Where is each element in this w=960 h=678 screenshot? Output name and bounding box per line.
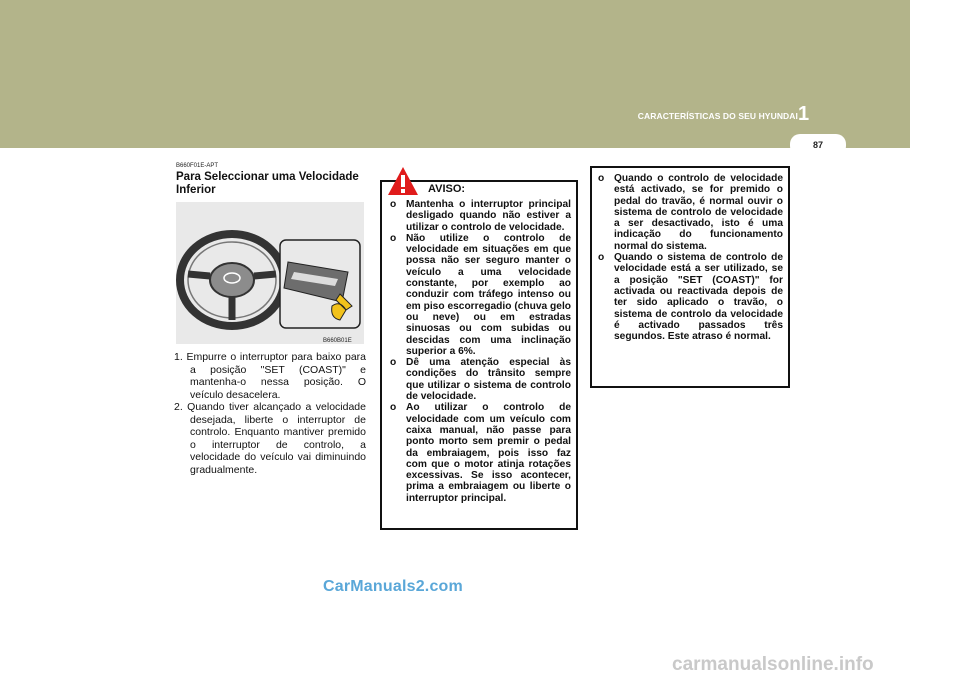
- watermark-left: CarManuals2.com: [323, 578, 463, 595]
- steering-wheel-figure: [176, 202, 364, 344]
- warning-item-text: Dê uma atenção especial às condições do trânsito sempre que utilizar o sistema de controlo de velocidade.: [406, 357, 571, 403]
- figure-code: B660B01E: [323, 338, 352, 344]
- watermark-right: carmanualsonline.info: [672, 654, 874, 675]
- warning-item-text: Ao utilizar o controlo de velocidade com um veículo com caixa manual, não passe para ponto morto sem premir o pedal da embraiagem, pois isso faz com que o motor atinja rotações excessivas. Se isso acontecer, prima a embraiagem ou liberte o interruptor principal.: [406, 402, 571, 504]
- bullet: o: [390, 232, 397, 244]
- exclamation-warning-icon: [387, 166, 419, 196]
- note-item-text: Quando o sistema de controlo de velocidade está a ser utilizado, se a posição "SET (COAST)" for activada ou reactivada depois de ter sido aplicado o travão, o sistema de controlo da velocidade é activado passados três segundos. Este atraso é normal.: [614, 252, 783, 343]
- step-item: 1. Empurre o interruptor para baixo para a posição "SET (COAST)" e mantenha-o nessa posição. O veículo desacelera.: [174, 351, 366, 401]
- note-item: [598, 173, 783, 252]
- warning-item: [390, 233, 571, 357]
- section-code: B660F01E-APT: [176, 163, 219, 169]
- section-title: Para Seleccionar uma Velocidade Inferior: [176, 171, 359, 196]
- note-item-text: Quando o controlo de velocidade está activado, se for premido o pedal do travão, é normal ouvir o sistema de controlo de velocidade a ser desactivado, isto é uma indicação do funcionamento normal do sistema.: [614, 173, 783, 252]
- warning-item-text: Não utilize o controlo de velocidade em situações em que possa não ser seguro manter o veículo a uma velocidade constante, por exemplo ao conduzir com tráfego intenso ou em piso escorregadio (chuva gelo ou neve) ou em estradas sinuosas ou com subidas ou descidas com uma inclinação superior a 6%.: [406, 232, 571, 357]
- warning-item: [390, 199, 571, 233]
- warning-list: [390, 199, 571, 504]
- chapter-number: 1: [798, 103, 810, 125]
- bullet: o: [598, 173, 605, 184]
- chapter-title: CARACTERÍSTICAS DO SEU HYUNDAI: [637, 111, 798, 121]
- bullet: o: [390, 402, 397, 414]
- warning-item: [390, 402, 571, 504]
- note-box: [590, 166, 790, 388]
- note-item: [598, 252, 783, 342]
- page-number: 87: [812, 140, 823, 150]
- steps-list: [174, 351, 366, 476]
- note-list: [598, 173, 783, 342]
- bullet: o: [598, 252, 605, 264]
- warning-item: [390, 357, 571, 402]
- header-band: [0, 0, 910, 148]
- step-item: 2. Quando tiver alcançado a velocidade desejada, liberte o interruptor de controlo. Enquanto mantiver premido o interruptor de controlo, a velocidade do veículo vai diminuindo gradualmente.: [174, 401, 366, 476]
- bullet: o: [390, 199, 397, 210]
- warning-item-text: Mantenha o interruptor principal desligado quando não estiver a utilizar o controlo de velocidade.: [406, 199, 571, 233]
- steering-wheel-illustration: [176, 202, 364, 344]
- bullet: o: [390, 357, 397, 369]
- warning-title: AVISO:: [428, 183, 466, 195]
- warning-box: [380, 180, 578, 530]
